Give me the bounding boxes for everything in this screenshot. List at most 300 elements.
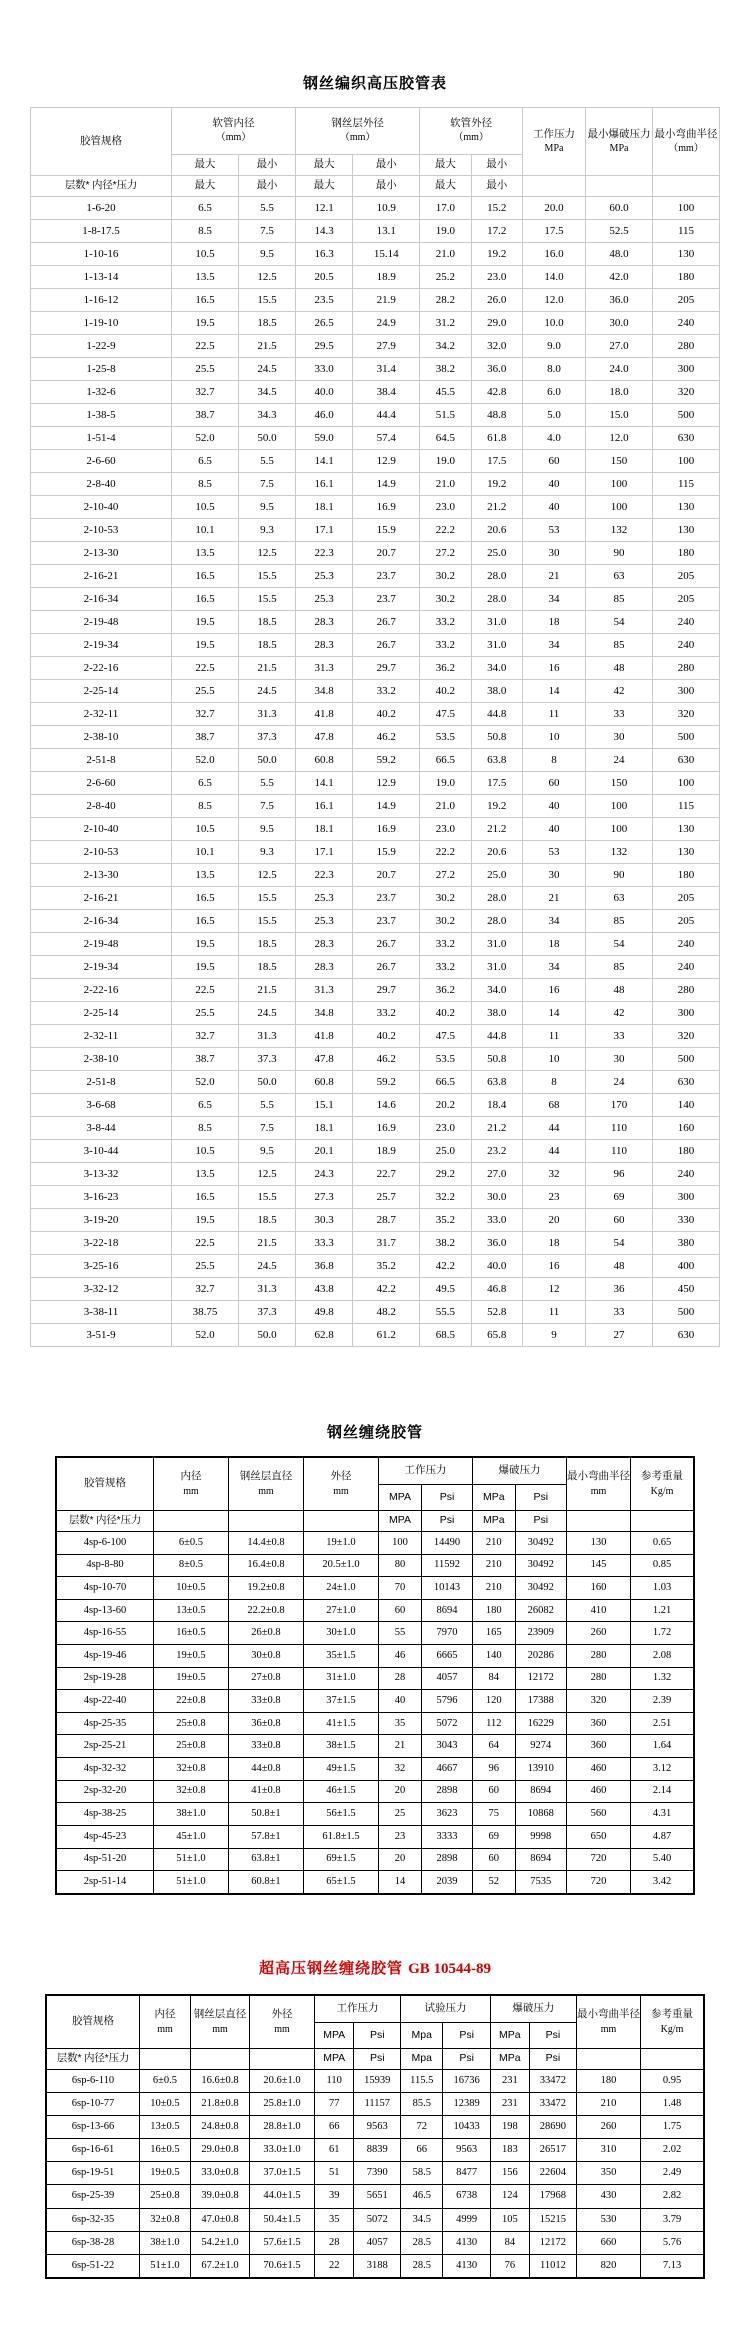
table-cell: 11592 (422, 1554, 473, 1577)
table-cell: 25 (379, 1803, 422, 1826)
table-cell: 650 (567, 1825, 631, 1848)
table-cell: 61.2 (353, 1324, 420, 1347)
header-wire-layer-outer-diameter: 钢丝层外径 （mm） (296, 108, 420, 155)
header-burst-psi-ultra: Psi (529, 2023, 576, 2049)
table-row (56, 1735, 694, 1758)
table-row (56, 1667, 694, 1690)
table-cell: 100 (653, 772, 720, 795)
table-cell: 240 (653, 611, 720, 634)
table-cell: 52.0 (172, 1324, 239, 1347)
table-cell: 25±0.8 (154, 1735, 229, 1758)
table-cell: 52.0 (172, 749, 239, 772)
table-cell: 16.3 (296, 243, 353, 266)
table-cell: 28.5 (401, 2254, 443, 2278)
table-cell: 54 (586, 611, 653, 634)
table-cell: 16.0 (523, 243, 586, 266)
table-cell: 33 (586, 1301, 653, 1324)
cell-spec: 2sp-32-20 (56, 1780, 154, 1803)
table-cell: 105 (490, 2208, 529, 2231)
table-cell: 16 (523, 657, 586, 680)
table-cell: 20286 (515, 1645, 566, 1668)
table-row (31, 243, 720, 266)
table-cell: 38±1.5 (304, 1735, 379, 1758)
table-cell: 28.3 (296, 933, 353, 956)
table-cell: 63 (586, 565, 653, 588)
table-cell: 48.0 (586, 243, 653, 266)
table-cell: 34 (523, 910, 586, 933)
table-cell: 27.0 (471, 1163, 522, 1186)
table-cell: 33.2 (420, 956, 471, 979)
cell-spec: 3-8-44 (31, 1117, 172, 1140)
table-cell: 16.9 (353, 818, 420, 841)
table-cell: 115 (653, 473, 720, 496)
table-cell: 85 (586, 956, 653, 979)
table-cell: 32±0.8 (140, 2208, 191, 2231)
table-cell: 20.6 (471, 841, 522, 864)
table-row (31, 519, 720, 542)
spiral-table-body (56, 1532, 694, 1895)
header-working-pressure-spiral: 工作压力 (379, 1457, 473, 1485)
table-cell: 15.9 (353, 519, 420, 542)
table-cell: 8694 (515, 1780, 566, 1803)
table-cell: 49.8 (296, 1301, 353, 1324)
table-cell: 20.6±1.0 (250, 2070, 315, 2093)
cell-spec: 2-51-8 (31, 749, 172, 772)
table-cell: 34.3 (238, 404, 295, 427)
table-cell: 16229 (515, 1712, 566, 1735)
table-cell: 34.8 (296, 680, 353, 703)
header-burst-mpa-spiral-2: MPa (473, 1511, 516, 1532)
table-cell: 16.9 (353, 1117, 420, 1140)
cell-spec: 2-10-53 (31, 841, 172, 864)
table-row (31, 1094, 720, 1117)
table-cell: 30.0 (586, 312, 653, 335)
table-cell: 18.9 (353, 266, 420, 289)
table-row (31, 703, 720, 726)
header-min-burst-pressure: 最小爆破压力 MPa (586, 108, 653, 176)
table-cell: 24.5 (238, 1255, 295, 1278)
table-cell: 16.5 (172, 565, 239, 588)
braided-header-row-3 (31, 176, 720, 197)
table-cell: 25.8±1.0 (250, 2093, 315, 2116)
table-cell: 16.1 (296, 795, 353, 818)
table-cell: 23.0 (420, 818, 471, 841)
table-cell: 64.5 (420, 427, 471, 450)
table-cell: 31.0 (471, 611, 522, 634)
cell-spec: 2sp-19-28 (56, 1667, 154, 1690)
table-cell: 210 (473, 1554, 516, 1577)
table-cell: 2.02 (641, 2139, 705, 2162)
table-cell: 18.5 (238, 634, 295, 657)
table-cell: 52.8 (471, 1301, 522, 1324)
table-cell: 29.2 (420, 1163, 471, 1186)
table-cell: 33.0±0.8 (191, 2162, 250, 2185)
table-cell: 24 (586, 749, 653, 772)
header-working-pressure-ultra: 工作压力 (315, 1995, 401, 2023)
table-cell: 28.3 (296, 634, 353, 657)
table-cell: 51±1.0 (140, 2254, 191, 2278)
table-cell: 115 (653, 795, 720, 818)
table-cell: 59.0 (296, 427, 353, 450)
table-cell: 19±0.5 (154, 1667, 229, 1690)
table-cell: 660 (577, 2231, 641, 2254)
table-cell: 460 (567, 1780, 631, 1803)
table-cell: 28 (379, 1667, 422, 1690)
table-cell: 19.5 (172, 1209, 239, 1232)
cell-spec: 1-10-16 (31, 243, 172, 266)
table-cell: 19.0 (420, 772, 471, 795)
cell-spec: 2sp-25-21 (56, 1735, 154, 1758)
cell-spec: 2-6-60 (31, 772, 172, 795)
table-cell: 22.5 (172, 335, 239, 358)
table-cell: 52 (473, 1871, 516, 1894)
header-burst-mpa-ultra-2: MPa (490, 2049, 529, 2070)
table-row (46, 2254, 704, 2278)
cell-spec: 3-10-44 (31, 1140, 172, 1163)
table-cell: 42 (586, 680, 653, 703)
spiral-table-head (56, 1457, 694, 1532)
table-row (31, 933, 720, 956)
table-cell: 29.7 (353, 979, 420, 1002)
table-cell: 60 (586, 1209, 653, 1232)
table-cell: 25.5 (172, 1002, 239, 1025)
table-cell: 36.2 (420, 979, 471, 1002)
table-cell: 32.0 (471, 335, 522, 358)
table-cell: 10143 (422, 1577, 473, 1600)
table-cell: 10.1 (172, 841, 239, 864)
table-cell: 100 (586, 818, 653, 841)
table-cell: 12.1 (296, 197, 353, 220)
table-cell: 84 (490, 2231, 529, 2254)
table-cell: 3.42 (631, 1871, 695, 1894)
table-cell: 45.5 (420, 381, 471, 404)
table-cell: 42.2 (420, 1255, 471, 1278)
table-cell: 48 (586, 1255, 653, 1278)
table-cell: 52.0 (172, 1071, 239, 1094)
table-cell: 60.8 (296, 1071, 353, 1094)
table-cell: 26±0.8 (229, 1622, 304, 1645)
cell-spec: 1-25-8 (31, 358, 172, 381)
table-cell: 156 (490, 2162, 529, 2185)
cell-spec: 6sp-51-22 (46, 2254, 140, 2278)
header-spec-braided: 胶管规格 (31, 108, 172, 176)
table-row (31, 1324, 720, 1347)
table-cell: 53 (523, 841, 586, 864)
table-cell: 500 (653, 1048, 720, 1071)
table-row (56, 1645, 694, 1668)
table-row (56, 1803, 694, 1826)
table-cell: 350 (577, 2162, 641, 2185)
page-title-ultra-standard: GB 10544-89 (408, 1961, 492, 1977)
table-cell: 16.1 (296, 473, 353, 496)
table-cell: 13.5 (172, 864, 239, 887)
table-cell: 9563 (354, 2116, 401, 2139)
table-cell: 19.0 (420, 450, 471, 473)
table-cell: 11 (523, 703, 586, 726)
table-cell: 40 (523, 818, 586, 841)
table-cell: 70 (379, 1577, 422, 1600)
header-work-mpa-ultra-2: MPA (315, 2049, 354, 2070)
table-cell: 61.8 (471, 427, 522, 450)
table-cell: 26082 (515, 1599, 566, 1622)
table-cell: 51±1.0 (154, 1848, 229, 1871)
table-cell: 2.14 (631, 1780, 695, 1803)
table-cell: 43.8 (296, 1278, 353, 1301)
table-cell: 140 (473, 1645, 516, 1668)
ultra-header-row-1 (46, 1995, 704, 2023)
table-cell: 24.3 (296, 1163, 353, 1186)
table-cell: 130 (653, 519, 720, 542)
header-wire-layer-diameter-ultra: 钢丝层直径 mm (191, 1995, 250, 2049)
table-cell: 35±1.5 (304, 1645, 379, 1668)
table-cell: 22.2 (420, 519, 471, 542)
table-cell: 14.9 (353, 795, 420, 818)
table-cell: 55.5 (420, 1301, 471, 1324)
table-cell: 53 (523, 519, 586, 542)
table-cell: 25.3 (296, 910, 353, 933)
table-cell: 31.2 (420, 312, 471, 335)
table-row (31, 864, 720, 887)
table-cell: 9 (523, 1324, 586, 1347)
table-cell: 19±1.0 (304, 1532, 379, 1555)
table-cell: 49.5 (420, 1278, 471, 1301)
table-cell: 24.8±0.8 (191, 2116, 250, 2139)
table-cell: 4.0 (523, 427, 586, 450)
table-cell: 30492 (515, 1532, 566, 1555)
table-row (31, 427, 720, 450)
table-cell: 15.5 (238, 565, 295, 588)
table-cell: 500 (653, 1301, 720, 1324)
table-cell: 29.0 (471, 312, 522, 335)
table-cell: 28 (315, 2231, 354, 2254)
cell-spec: 4sp-6-100 (56, 1532, 154, 1555)
table-cell: 50.8 (471, 1048, 522, 1071)
header-min-bend-radius-ultra: 最小弯曲半径 mm (577, 1995, 641, 2049)
ultra-high-pressure-hose-table (45, 1994, 705, 2279)
table-cell: 21.2 (471, 1117, 522, 1140)
table-cell: 120 (473, 1690, 516, 1713)
table-cell: 76 (490, 2254, 529, 2278)
cell-spec: 2-6-60 (31, 450, 172, 473)
table-cell: 19.5 (172, 611, 239, 634)
table-cell: 28.0 (471, 887, 522, 910)
table-cell: 40 (523, 496, 586, 519)
table-cell: 18.5 (238, 933, 295, 956)
table-cell: 14.0 (523, 266, 586, 289)
table-cell: 41.8 (296, 1025, 353, 1048)
header-outer-min: 最小 (471, 155, 522, 176)
header-work-mpa-ultra: MPA (315, 2023, 354, 2049)
table-row (31, 1232, 720, 1255)
table-cell: 50.8±1 (229, 1803, 304, 1826)
table-row (56, 1690, 694, 1713)
table-cell: 39.0±0.8 (191, 2185, 250, 2208)
table-cell: 34.2 (420, 335, 471, 358)
table-row (31, 588, 720, 611)
table-cell: 14.6 (353, 1094, 420, 1117)
table-cell: 59.2 (353, 1071, 420, 1094)
table-cell: 17968 (529, 2185, 576, 2208)
cell-spec: 2-10-53 (31, 519, 172, 542)
table-row (31, 381, 720, 404)
table-cell: 40.2 (353, 703, 420, 726)
table-cell: 23.7 (353, 588, 420, 611)
cell-spec: 4sp-25-35 (56, 1712, 154, 1735)
table-cell: 63.8±1 (229, 1848, 304, 1871)
table-cell: 300 (653, 680, 720, 703)
table-row (31, 818, 720, 841)
table-cell: 44.4 (353, 404, 420, 427)
table-cell: 28.3 (296, 956, 353, 979)
table-cell: 0.65 (631, 1532, 695, 1555)
table-cell: 20.5±1.0 (304, 1554, 379, 1577)
table-cell: 150 (586, 450, 653, 473)
table-cell: 2.51 (631, 1712, 695, 1735)
table-cell: 500 (653, 726, 720, 749)
cell-spec: 2-38-10 (31, 1048, 172, 1071)
table-cell: 28.8±1.0 (250, 2116, 315, 2139)
table-cell: 280 (567, 1645, 631, 1668)
table-cell: 180 (653, 864, 720, 887)
table-cell: 42 (586, 1002, 653, 1025)
table-cell: 25.2 (420, 266, 471, 289)
table-cell: 2.08 (631, 1645, 695, 1668)
table-cell: 32±0.8 (154, 1758, 229, 1781)
table-row (46, 2093, 704, 2116)
cell-spec: 4sp-10-70 (56, 1577, 154, 1600)
header-min-bend-radius-spiral: 最小弯曲半径 mm (567, 1457, 631, 1511)
table-cell: 300 (653, 1186, 720, 1209)
table-cell: 37.0±1.5 (250, 2162, 315, 2185)
table-cell: 14.9 (353, 473, 420, 496)
table-cell: 46.2 (353, 726, 420, 749)
table-cell: 22.7 (353, 1163, 420, 1186)
table-cell: 720 (567, 1848, 631, 1871)
table-cell: 360 (567, 1712, 631, 1735)
table-cell: 42.8 (471, 381, 522, 404)
table-cell: 330 (653, 1209, 720, 1232)
table-cell: 21 (523, 887, 586, 910)
table-cell: 6665 (422, 1645, 473, 1668)
table-cell: 27.3 (296, 1186, 353, 1209)
table-cell: 65.8 (471, 1324, 522, 1347)
table-cell: 9274 (515, 1735, 566, 1758)
header-work-mpa-spiral: MPA (379, 1485, 422, 1511)
table-cell: 50.4±1.5 (250, 2208, 315, 2231)
table-cell: 42.0 (586, 266, 653, 289)
table-cell: 34.0 (471, 979, 522, 1002)
table-cell: 5.5 (238, 772, 295, 795)
table-cell: 5.5 (238, 197, 295, 220)
table-cell: 31.3 (238, 1278, 295, 1301)
table-row (56, 1577, 694, 1600)
table-cell: 22.5 (172, 657, 239, 680)
table-cell: 12.5 (238, 542, 295, 565)
table-cell: 59.2 (353, 749, 420, 772)
table-row (56, 1599, 694, 1622)
cell-spec: 2-19-34 (31, 956, 172, 979)
table-cell: 90 (586, 542, 653, 565)
table-cell: 38.2 (420, 1232, 471, 1255)
table-cell: 21 (379, 1735, 422, 1758)
table-cell: 36.2 (420, 657, 471, 680)
table-cell: 10±0.5 (140, 2093, 191, 2116)
table-cell: 38±1.0 (154, 1803, 229, 1826)
table-row (31, 335, 720, 358)
table-cell: 5.5 (238, 450, 295, 473)
table-cell: 19.5 (172, 956, 239, 979)
table-cell: 300 (653, 1002, 720, 1025)
table-cell: 3188 (354, 2254, 401, 2278)
table-cell: 205 (653, 289, 720, 312)
table-cell: 20.1 (296, 1140, 353, 1163)
table-cell: 8839 (354, 2139, 401, 2162)
table-cell: 16±0.5 (154, 1622, 229, 1645)
table-cell: 16.5 (172, 289, 239, 312)
table-cell: 0.95 (641, 2070, 705, 2093)
table-cell: 46.5 (401, 2185, 443, 2208)
table-cell: 410 (567, 1599, 631, 1622)
table-cell: 16.5 (172, 887, 239, 910)
table-cell: 115.5 (401, 2070, 443, 2093)
table-cell: 58.5 (401, 2162, 443, 2185)
table-cell: 21.0 (420, 473, 471, 496)
spiral-header-row-1 (56, 1457, 694, 1485)
table-cell: 30 (523, 864, 586, 887)
table-cell: 500 (653, 404, 720, 427)
table-cell: 28.2 (420, 289, 471, 312)
table-cell: 64 (473, 1735, 516, 1758)
table-cell: 25.5 (172, 680, 239, 703)
header-spec-sub-ultra: 层数* 内径*压力 (46, 2049, 140, 2070)
table-cell: 72 (401, 2116, 443, 2139)
table-cell: 50.0 (238, 749, 295, 772)
table-row (56, 1825, 694, 1848)
header-outer-max-2: 最大 (420, 176, 471, 197)
table-cell: 69 (473, 1825, 516, 1848)
table-cell: 18.1 (296, 496, 353, 519)
table-cell: 40.0 (296, 381, 353, 404)
table-cell: 10±0.5 (154, 1577, 229, 1600)
table-cell: 3.79 (641, 2208, 705, 2231)
table-cell: 20 (379, 1780, 422, 1803)
table-cell: 12 (523, 1278, 586, 1301)
table-cell: 22.3 (296, 542, 353, 565)
cell-spec: 4sp-8-80 (56, 1554, 154, 1577)
table-cell: 52.5 (586, 220, 653, 243)
table-cell: 49±1.5 (304, 1758, 379, 1781)
table-cell: 140 (653, 1094, 720, 1117)
cell-spec: 1-6-20 (31, 197, 172, 220)
table-cell: 35 (379, 1712, 422, 1735)
header-inner-min: 最小 (238, 155, 295, 176)
table-cell: 183 (490, 2139, 529, 2162)
table-cell: 51±1.0 (154, 1871, 229, 1894)
table-cell: 60.0 (586, 197, 653, 220)
ultra-table-wrapper (0, 1994, 750, 2269)
table-cell: 1.72 (631, 1622, 695, 1645)
header-burst-psi-spiral-2: Psi (515, 1511, 566, 1532)
table-cell: 4057 (422, 1667, 473, 1690)
table-cell: 4130 (443, 2231, 490, 2254)
table-cell: 15.9 (353, 841, 420, 864)
table-cell: 231 (490, 2070, 529, 2093)
table-cell: 80 (379, 1554, 422, 1577)
table-cell: 25.0 (420, 1140, 471, 1163)
table-cell: 630 (653, 1324, 720, 1347)
table-cell: 33.2 (353, 1002, 420, 1025)
header-weight-unit-spiral (631, 1511, 695, 1532)
